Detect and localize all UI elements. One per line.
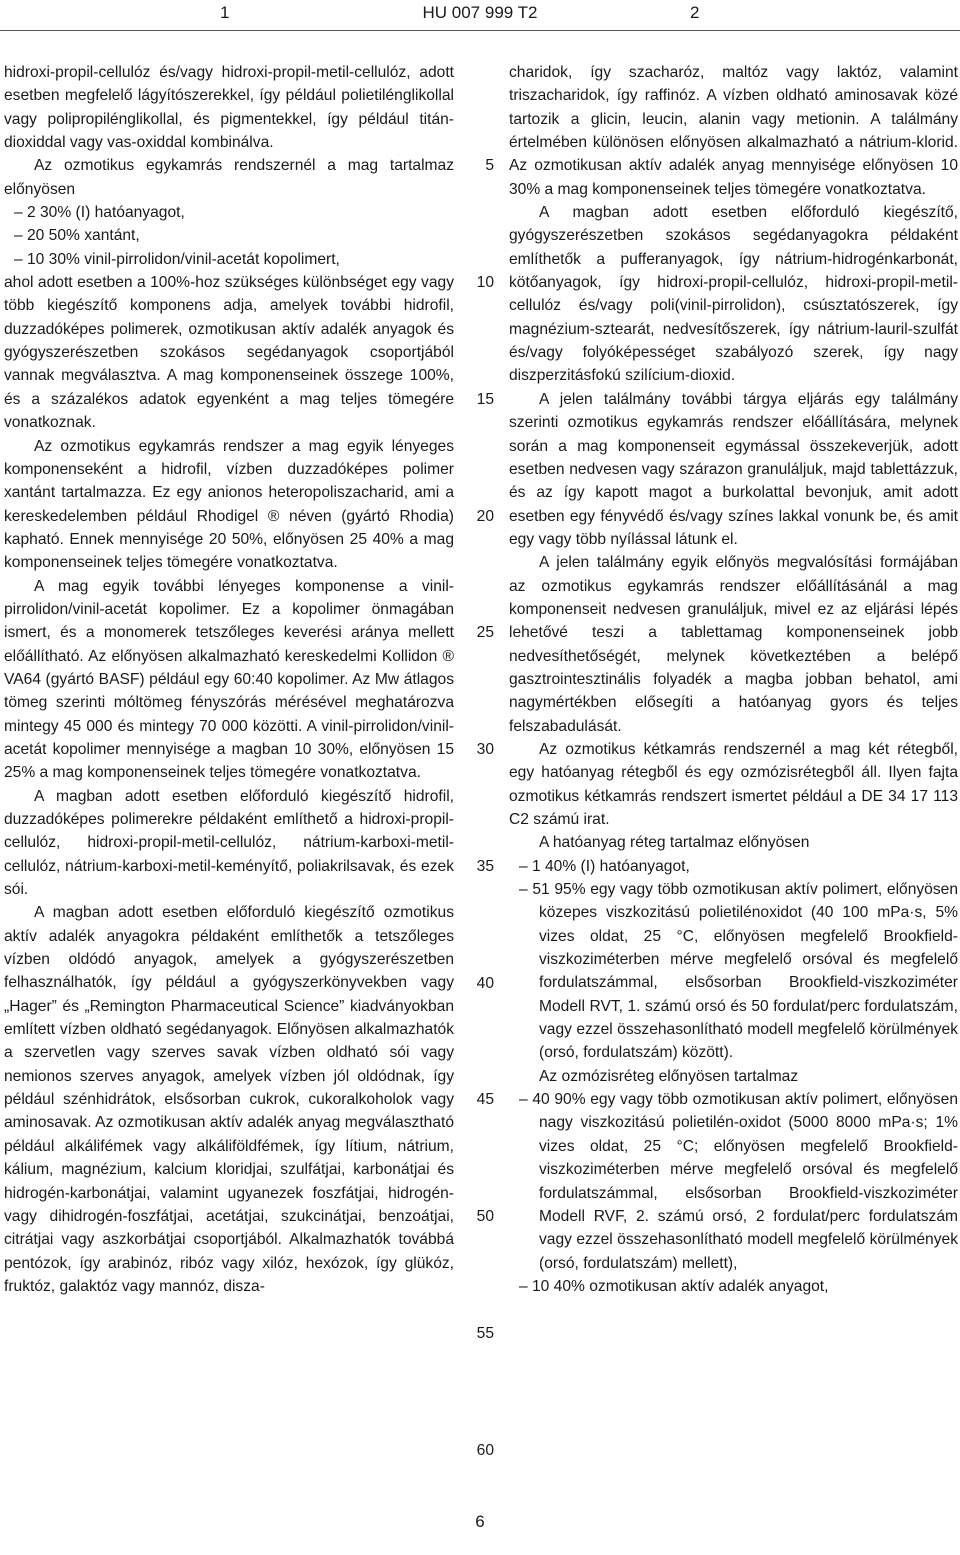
paragraph: Az ozmotikus egykamrás rendszernél a mag tartalmaz előnyösen (4, 157, 454, 198)
header-rule (0, 30, 960, 31)
list-item: – 20 50% xantánt, (14, 227, 140, 245)
line-number: 60 (476, 1441, 494, 1459)
paragraph: Az ozmotikus egykamrás rendszer a mag egyik lényeges komponenseként a hidrofil, vízben duzzadóképes polimer xantánt tartalmazza. Ez egy anionos heteropoliszacharid, ami a kereskedelemben például Rhodigel ® néven (gyártó Rhodia) kapható. Ennek mennyisége 20 50%, előnyösen 25 40% a mag komponenseinek teljes tömegére vonatkoztatva. (4, 437, 454, 572)
line-number: 50 (476, 1208, 494, 1226)
paragraph: A magban adott esetben előforduló kiegészítő, gyógyszerészetben szokásos segédanyagokra példaként említhetők a pufferanyagok, így nátrium-hidrogénkarbonát, kötőanyagok, így hidroxi-propil-cellulóz, hidroxi-propil-metil-cellulóz és/vagy poli(vinil-pirrolidon), csúsztatószerek, így magnézium-sztearát, nedvesítőszerek, így nátrium-lauril-szulfát és/vagy folyóképességet szabályozó szerek, így nagy diszperzitásfokú szilícium-dioxid. (509, 204, 958, 385)
paragraph: Az ozmotikus kétkamrás rendszernél a mag két rétegből, egy hatóanyag rétegből és egy ozmózisrétegből áll. Ilyen fajta ozmotikus kétkamrás rendszert ismertet például a DE 34 17 113 C2 számú irat. (509, 740, 958, 828)
line-number: 10 (476, 274, 494, 292)
line-number: 45 (476, 1091, 494, 1109)
right-page-number: 2 (690, 3, 700, 22)
line-number: 15 (476, 390, 494, 408)
paragraph: A hatóanyag réteg tartalmaz előnyösen (539, 834, 810, 852)
list-item: – 10 30% vinil-pirrolidon/vinil-acetát kopolimert, (14, 250, 340, 268)
paragraph: hidroxi-propil-cellulóz és/vagy hidroxi-propil-metil-cellulóz, adott esetben megfelelő lágyítószerekkel, így például polietilénglikollal vagy polipropilénglikollal, és pigmentekkel, így például titán-dioxiddal vagy vas-oxiddal kombinálva. (4, 64, 454, 152)
line-numbers (470, 61, 494, 1555)
line-number: 55 (476, 1324, 494, 1342)
list-item: – 1 40% (I) hatóanyagot, (519, 857, 690, 875)
paragraph: A jelen találmány további tárgya eljárás egy találmány szerinti ozmotikus egykamrás rendszer előállítására, melynek során a mag komponenseit egymással összekeverjük, adott esetben nedvesen vagy szárazon granuláljuk, majd tablettázzuk, és az így kapott magot a burkolattal bevonjuk, amit adott esetben egy fényvédő és/vagy színes lakkal vonunk be, és amit egy vagy több nyílással látunk el. (509, 390, 958, 548)
list-item: – 51 95% egy vagy több ozmotikusan aktív polimert, előnyösen közepes viszkozitású polietilénoxidot (40 100 mPa·s, 5% vizes oldat, 25 °C, előnyösen megfelelő Brookfield-viszkoziméterben mérve megfelelő orsóval és megfelelő fordulatszámmal, elsősorban Brookfield-viszkoziméter Modell RVT, 1. számú orsó és 50 fordulat/perc fordulatszám, vagy ezzel összehasonlítható modell megfelelő körülmények (orsó, fordulatszám) között). (519, 881, 958, 1062)
page-footer: 6 (475, 1512, 485, 1531)
list-item: – 10 40% ozmotikusan aktív adalék anyagot, (519, 1277, 829, 1295)
line-number: 25 (476, 624, 494, 642)
line-number: 30 (476, 741, 494, 759)
list-item: – 2 30% (I) hatóanyagot, (14, 204, 185, 222)
paragraph: A magban adott esetben előforduló kiegészítő ozmotikus aktív adalék anyagokra példaként említhetők a tetszőleges vízben oldódó anyagok, amelyek a gyógyszerészetben felhasználhatók, így például a gyógyszerkönyvekben vagy „Hager” és „Remington Pharmaceutical Science” kiadványokban említett vízben oldható segédanyagok. Előnyösen alkalmazhatók a szervetlen vagy szerves savak vízben oldható sói vagy nemionos szerves anyagok, amelyek vízben jól oldódnak, így például szénhidrátok, elsősorban cukrok, cukoralkoholok vagy aminosavak. Az ozmotikusan aktív adalék anyag megválasztható például alkálifémek vagy alkáliföldfémek, így lítium, nátrium, kálium, magnézium, kalcium kloridjai, szulfátjai, karbonátjai és hidrogén-karbonátjai, valamint ugyanezek foszfátjai, hidrogén- vagy dihidrogén-foszfátjai, acetátjai, szukcinátjai, benzoátjai, citrátjai vagy aszkorbátjai csoportjából. Alkalmazhatók továbbá pentózok, így arabinóz, ribóz vagy xilóz, hexózok, így glükóz, fruktóz, galaktóz vagy mannóz, disza- (4, 904, 454, 1295)
paragraph: Az ozmózisréteg előnyösen tartalmaz (539, 1067, 799, 1085)
left-column (4, 61, 454, 1298)
line-number: 5 (485, 157, 494, 175)
line-number: 40 (476, 974, 494, 992)
right-column (509, 61, 958, 1298)
line-number: 35 (476, 857, 494, 875)
document-id: HU 007 999 T2 (422, 3, 538, 22)
left-page-number: 1 (220, 3, 230, 22)
page-header (0, 0, 960, 30)
paragraph: A mag egyik további lényeges komponense a vinil-pirrolidon/vinil-acetát kopolimer. Ez a kopolimer önmagában ismert, és a monomerek tetszőleges keverési aránya mellett előállítható. Az előnyösen alkalmazható kereskedelmi Kollidon ® VA64 (gyártó BASF) például egy 60:40 kopolimer. Az Mw átlagos tömeg szerinti móltömeg fényszórás mérésével meghatározva mintegy 45 000 és mintegy 70 000 közötti. A vinil-pirrolidon/vinil-acetát kopolimer mennyisége a magban 10 30%, előnyösen 15 25% a mag komponenseinek teljes tömegére vonatkoztatva. (4, 577, 454, 782)
paragraph: ahol adott esetben a 100%-hoz szükséges különbséget egy vagy több kiegészítő komponens adja, amelyek további hidrofil, duzzadóképes polimerek, ozmotikusan aktív adalék anyagok és gyógyszerészetben szokásos segédanyagok csoportjából vannak megválasztva. A mag komponenseinek összege 100%, és a százalékos adatok egyenként a mag teljes tömegére vonatkoznak. (4, 274, 454, 432)
list-item: – 40 90% egy vagy több ozmotikusan aktív polimert, előnyösen nagy viszkozitású polietilén-oxidot (5000 8000 mPa·s; 1% vizes oldat, 25 °C; előnyösen megfelelő Brookfield-viszkoziméterben mérve megfelelő orsóval és megfelelő fordulatszámmal, elsősorban Brookfield-viszkoziméter Modell RVF, 2. számú orsó, 2 fordulat/perc fordulatszám vagy ezzel összehasonlítható modell megfelelő körülmények (orsó, fordulatszám) mellett), (519, 1091, 958, 1272)
line-number: 20 (476, 507, 494, 525)
paragraph: A magban adott esetben előforduló kiegészítő hidrofil, duzzadóképes polimerekre példaként említhető a hidroxi-propil-cellulóz, hidroxi-propil-metil-cellulóz, nátrium-karboxi-metil-cellulóz, nátrium-karboxi-metil-keményítő, poliakrilsavak, és ezek sói. (4, 787, 454, 899)
paragraph: charidok, így szacharóz, maltóz vagy laktóz, valamint triszacharidok, így raffinóz. A vízben oldható aminosavak közé tartozik a glicin, leucin, alanin vagy metionin. A találmány értelmében különösen előnyösen alkalmazható a nátrium-klorid. Az ozmotikusan aktív adalék anyag mennyisége előnyösen 10 30% a mag komponenseinek teljes tömegére vonatkoztatva. (509, 64, 958, 198)
paragraph: A jelen találmány egyik előnyös megvalósítási formájában az ozmotikus egykamrás rendszer előállításánál a mag komponenseit nedvesen granuláljuk, mivel ez az eljárási lépés lehetővé teszi a tablettamag komponenseinek jobb nedvesíthetőségét, melynek következtében a belépő gasztrointesztinális folyadék a magba jobban behatol, ami nagymértékben elősegíti a hatóanyag gyors és teljes felszabadulását. (509, 554, 958, 735)
